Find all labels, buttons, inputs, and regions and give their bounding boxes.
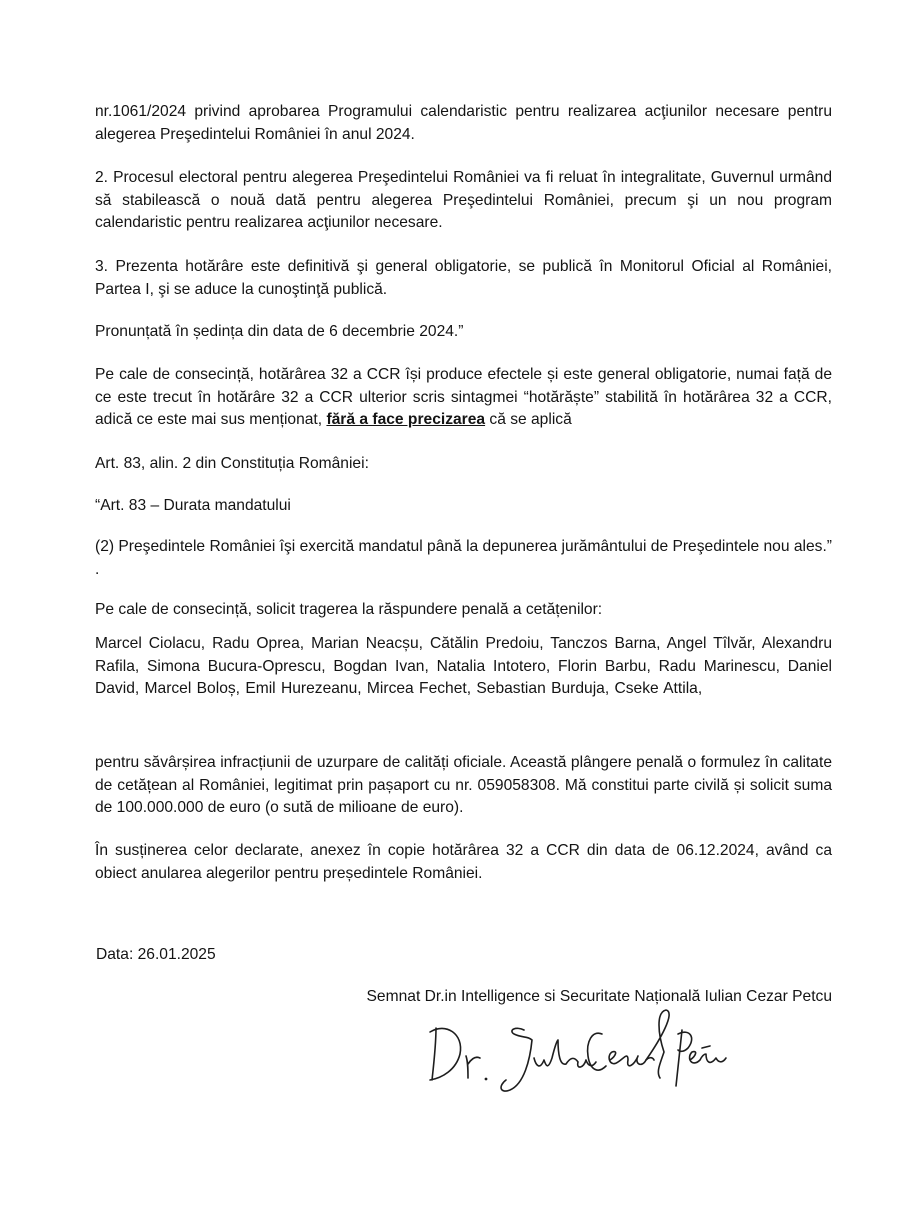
handwritten-signature-icon [420, 1000, 740, 1100]
consecinta-text: Pe cale de consecință, hotărârea 32 a CCR își produce efectele și este general obligatorie, numai față de ce este trecut în hotărâre 32 a CCR ulterior scris sintagmei “hotărăște” stabilită în hotărârea 32 a CCR, adică ce este mai sus menționat, [95, 366, 832, 429]
paragraph-consecinta [95, 364, 832, 432]
paragraph-art-83: Art. 83, alin. 2 din Constituția României: [95, 455, 369, 472]
paragraph-solicit: Pe cale de consecință, solicit tragerea la răspundere penală a cetățenilor: [95, 601, 603, 618]
paragraph-point-2: 2. Procesul electoral pentru alegerea Preşedintelui României va fi reluat în integralitate, Guvernul urmând să stabilească o nouă dată pentru alegerea Preşedintelui României, precum şi un nou program calendaristic pentru realizarea acţiunilor necesare. [95, 169, 832, 232]
signed-by: Semnat Dr.in Intelligence si Securitate Națională Iulian Cezar Petcu [366, 988, 832, 1005]
paragraph-pronuntata: Pronunțată în ședința din data de 6 decembrie 2024.” [95, 323, 464, 340]
paragraph-infractiune: pentru săvârșirea infracțiunii de uzurpare de calități oficiale. Această plângere penală o formulez în calitate de cetățean al României, legitimat prin pașaport cu nr. 059058308. Mă constitui parte civilă și solicit suma de 100.000.000 de euro (o sută de milioane de euro). [95, 754, 832, 817]
emphasis-text: fără a face precizarea [326, 411, 486, 429]
consecinta-tail: că se aplică [485, 411, 572, 429]
paragraph-article-title: “Art. 83 – Durata mandatului [95, 497, 291, 514]
paragraph-point-3: 3. Prezenta hotărâre este definitivă şi general obligatorie, se publică în Monitorul Oficial al României, Partea I, şi se aduce la cunoştinţă publică. [95, 258, 832, 298]
paragraph-article-text: (2) Preşedintele României îşi exercită mandatul până la depunerea jurământului de Preşedintele nou ales.” . [95, 538, 832, 578]
paragraph-names-list: Marcel Ciolacu, Radu Oprea, Marian Neacșu, Cătălin Predoiu, Tanczos Barna, Angel Tîlvăr, Alexandru Rafila, Simona Bucura-Oprescu, Bogdan Ivan, Natalia Intotero, Florin Barbu, Radu Marinescu, Daniel David, Marcel Boloș, Emil Hurezeanu, Mircea Fechet, Sebastian Burduja, Cseke Attila, [95, 635, 832, 698]
document-date: Data: 26.01.2025 [96, 946, 216, 963]
paragraph-sustinere: În susținerea celor declarate, anexez în copie hotărârea 32 a CCR din data de 06.12.2024, având ca obiect anularea alegerilor pentru președintele României. [95, 842, 832, 882]
paragraph-hcg-reference: nr.1061/2024 privind aprobarea Programului calendaristic pentru realizarea acţiunilor necesare pentru alegerea Preşedintelui României în anul 2024. [95, 103, 832, 143]
